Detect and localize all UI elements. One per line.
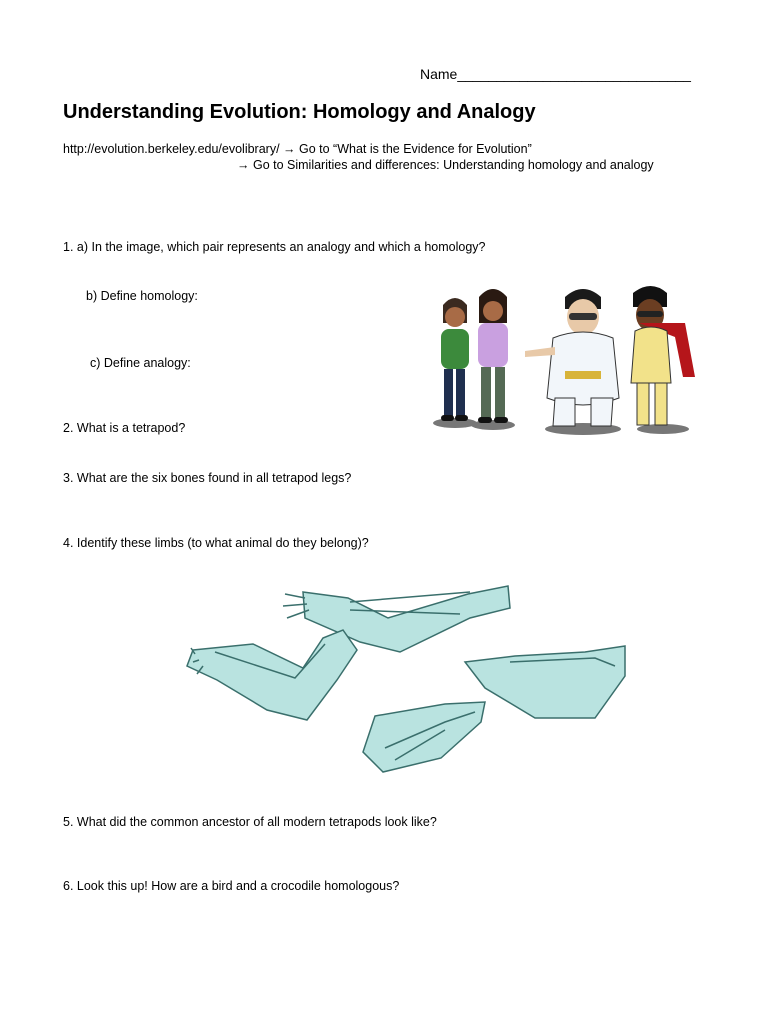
question-1a: 1. a) In the image, which pair represents an analogy and which a homology? xyxy=(63,240,486,254)
question-3: 3. What are the six bones found in all tetrapod legs? xyxy=(63,471,352,485)
girl-figure-2 xyxy=(478,289,508,423)
tetrapod-limbs-illustration xyxy=(185,580,630,780)
question-1c: c) Define analogy: xyxy=(90,356,191,370)
page-title: Understanding Evolution: Homology and Analogy xyxy=(63,101,536,123)
limb-left-arm xyxy=(187,630,357,720)
limb-flipper xyxy=(363,702,485,772)
question-4: 4. Identify these limbs (to what animal do they belong)? xyxy=(63,536,369,550)
girl-figure-1 xyxy=(441,298,469,421)
limb-wing xyxy=(465,646,625,718)
elvis-figure-2 xyxy=(631,286,695,425)
question-6: 6. Look this up! How are a bird and a crocodile homologous? xyxy=(63,879,400,893)
instruction-link-line-2: → Go to Similarities and differences: Understanding homology and analogy xyxy=(237,158,654,172)
elvis-figure-1 xyxy=(525,289,619,426)
question-5: 5. What did the common ancestor of all modern tetrapods look like? xyxy=(63,815,437,829)
question-1b: b) Define homology: xyxy=(86,289,198,303)
instruction-link-line-1: http://evolution.berkeley.edu/evolibrary/ → Go to “What is the Evidence for Evolution” xyxy=(63,142,532,156)
analogy-homology-cartoon xyxy=(425,283,705,438)
name-field-label: Name______________________________ xyxy=(420,66,691,82)
limb-upper-arm xyxy=(283,586,510,652)
question-2: 2. What is a tetrapod? xyxy=(63,421,186,435)
